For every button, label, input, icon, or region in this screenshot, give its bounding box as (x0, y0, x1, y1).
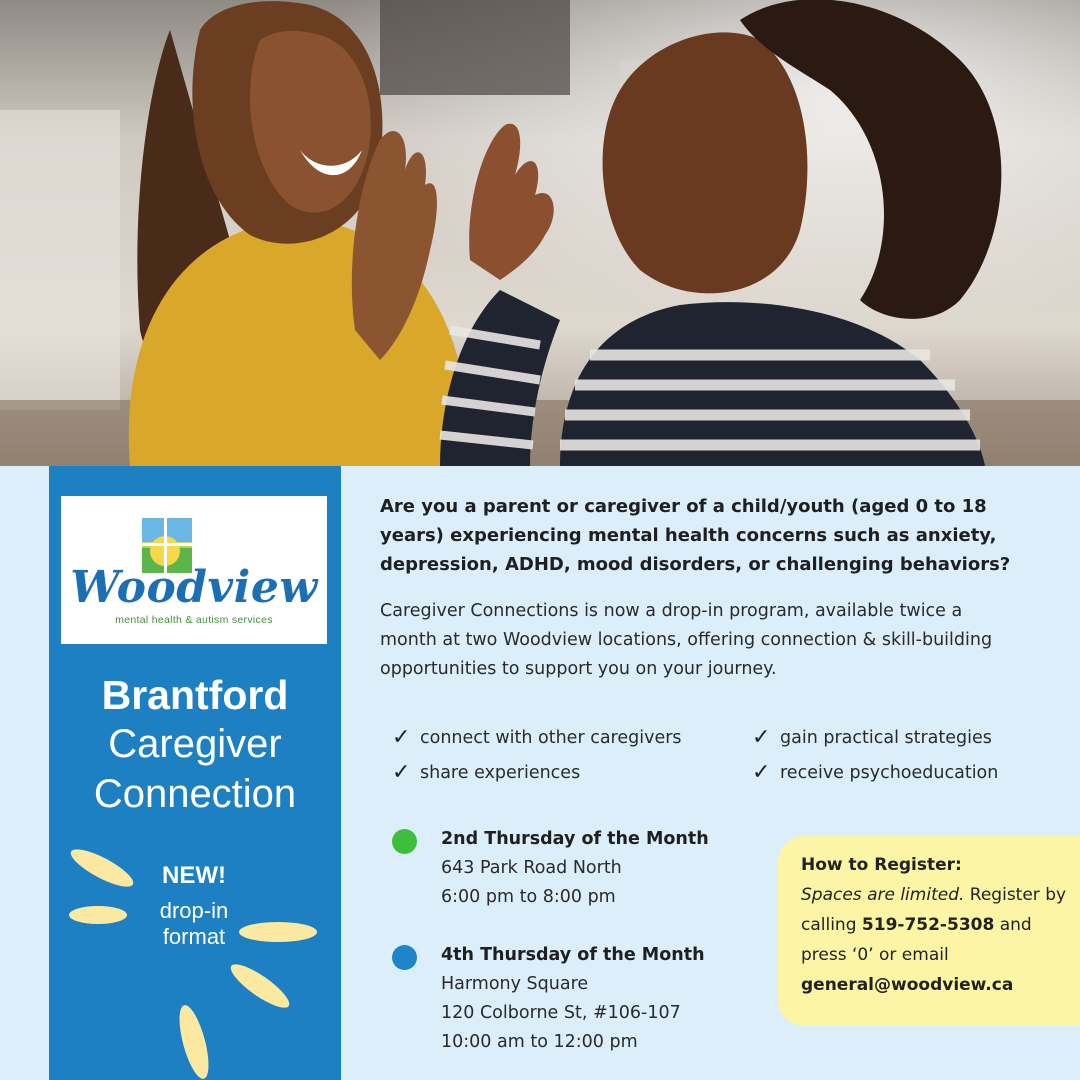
spaces-limited-note: Spaces are limited. (801, 885, 965, 905)
register-callout (778, 836, 1080, 1026)
session-title: 2nd Thursday of the Month (441, 829, 709, 849)
intro-paragraph: Caregiver Connections is now a drop-in program, available twice a month at two Woodview locations, offering connection & skill-building opportunities to support you on your journey. (380, 601, 993, 679)
session-time: 6:00 pm to 8:00 pm (441, 887, 616, 907)
session-time: 10:00 am to 12:00 pm (441, 1032, 638, 1052)
sun-ray-decoration (174, 1002, 215, 1080)
program-sidebar (49, 466, 341, 1080)
new-format-badge (109, 862, 279, 950)
badge-line1: drop-in (159, 898, 229, 923)
headline-question: Are you a parent or caregiver of a child/youth (aged 0 to 18 years) experiencing mental health concerns such as anxiety, depression, ADHD, mood disorders, or challenging behaviors? (380, 496, 1011, 575)
benefit-text: gain practical strategies (780, 727, 992, 748)
logo-wordmark: Woodview (70, 562, 318, 613)
badge-line2: format (162, 924, 226, 949)
woodview-logo (61, 496, 327, 644)
session-venue: Harmony Square (441, 974, 589, 994)
checkmark-icon: ✓ (392, 725, 411, 750)
register-text-1: Register by calling (801, 885, 1067, 935)
register-email-link[interactable]: general@woodview.ca (801, 975, 1014, 995)
checkmark-icon: ✓ (752, 725, 771, 750)
list-item (392, 755, 682, 790)
session-address: 120 Colborne St, #106-107 (441, 1003, 681, 1023)
register-phone-link[interactable]: 519-752-5308 (861, 915, 995, 935)
program-description (380, 492, 1040, 684)
hero-photo-illustration (0, 0, 1080, 466)
benefits-list-right (752, 720, 998, 790)
benefits-list-left (392, 720, 682, 790)
session-address: 643 Park Road North (441, 858, 622, 878)
register-instructions (801, 880, 1080, 1000)
list-item (752, 720, 998, 755)
city-title: Brantford (101, 672, 289, 718)
list-item (392, 720, 682, 755)
blue-dot-icon (392, 945, 417, 970)
benefit-text: receive psychoeducation (780, 762, 999, 783)
program-title-line2: Connection (93, 772, 297, 816)
program-title-line1: Caregiver (108, 722, 282, 766)
benefit-text: share experiences (420, 762, 581, 783)
badge-new: NEW! (162, 862, 226, 889)
session-title: 4th Thursday of the Month (441, 945, 705, 965)
hero-photo (0, 0, 1080, 466)
register-text-2: and press ‘0’ or email (801, 915, 1032, 965)
register-heading: How to Register: (801, 855, 962, 875)
checkmark-icon: ✓ (392, 760, 411, 785)
benefit-text: connect with other caregivers (420, 727, 682, 748)
checkmark-icon: ✓ (752, 760, 771, 785)
logo-tagline: mental health & autism services (115, 614, 273, 626)
green-dot-icon (392, 829, 417, 854)
list-item (752, 755, 998, 790)
sun-ray-decoration (226, 958, 295, 1015)
